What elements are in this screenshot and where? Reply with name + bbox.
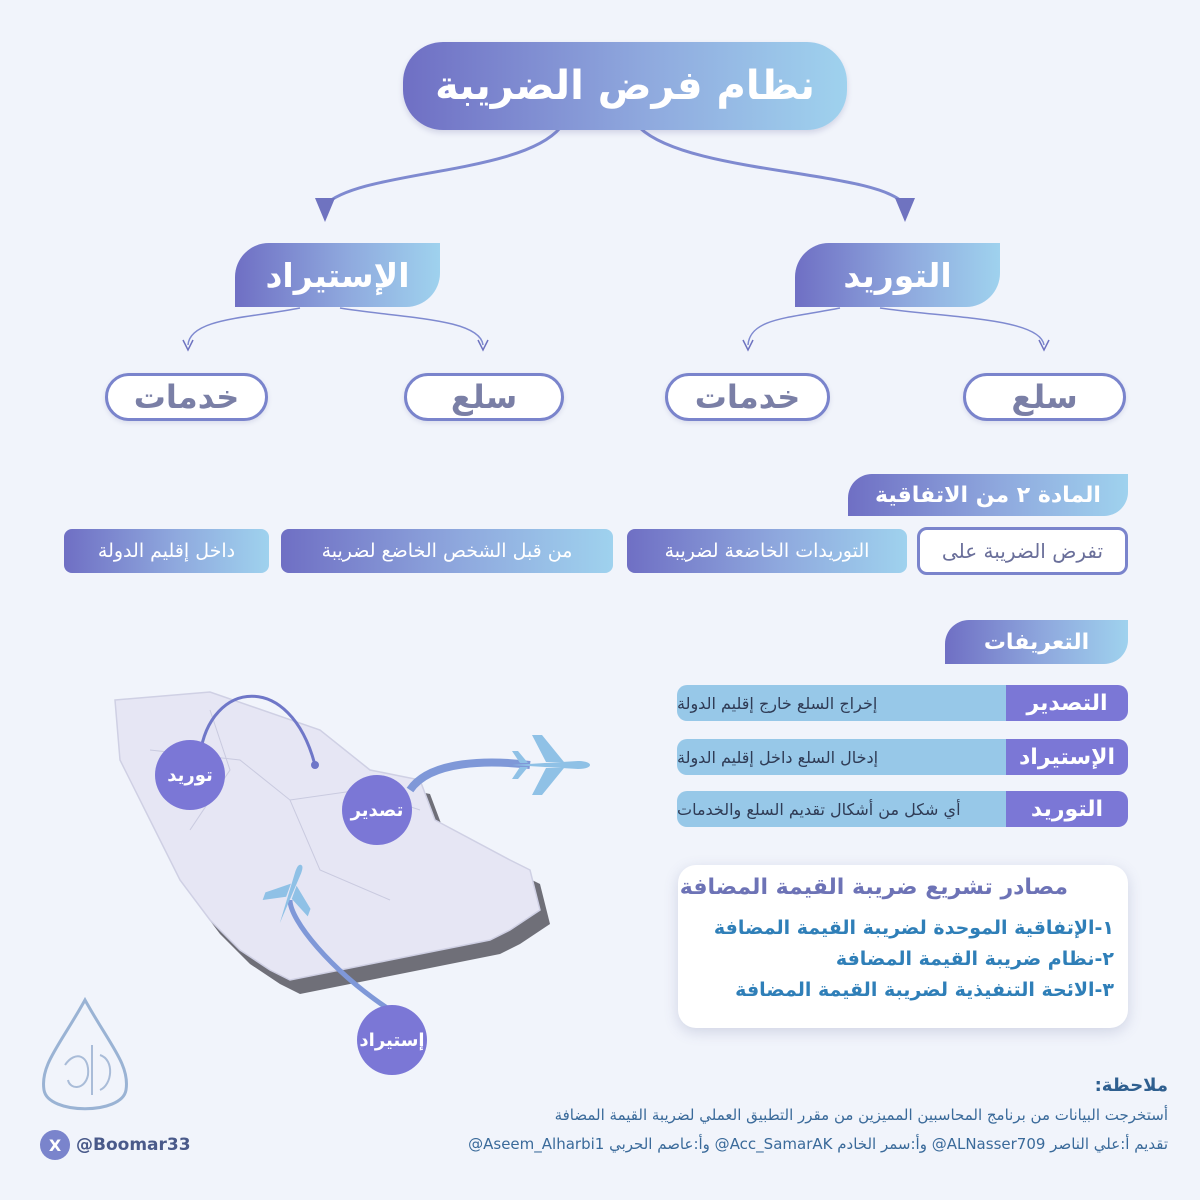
import-circle: [357, 1005, 427, 1075]
article-chip-1-text: تفرض الضريبة على: [941, 539, 1104, 563]
definition-term: التوريد: [1006, 791, 1128, 827]
social-handle[interactable]: [40, 1130, 191, 1160]
article-chip-3-text: من قبل الشخص الخاضع لضريبة: [321, 540, 573, 562]
source-item: ٢-نظام ضريبة القيمة المضافة: [835, 948, 1114, 970]
article-chip-3: [281, 529, 613, 573]
source-item: ١-الإتفاقية الموحدة لضريبة القيمة المضافة: [713, 917, 1114, 939]
note-title: ملاحظة:: [1094, 1075, 1168, 1096]
definition-row: [677, 685, 1128, 721]
definition-row: [677, 791, 1128, 827]
definitions-heading: [945, 620, 1128, 664]
definition-term: التصدير: [1006, 685, 1128, 721]
supply-services-pill: [665, 373, 830, 421]
supply-goods-label: سلع: [1011, 378, 1078, 416]
import-goods-label: سلع: [450, 378, 518, 416]
supply-circle-label: توريد: [167, 764, 213, 786]
branch-supply-label: التوريد: [843, 255, 952, 295]
export-circle: [342, 775, 412, 845]
export-route: [410, 763, 530, 790]
definition-text: إخراج السلع خارج إقليم الدولة: [677, 685, 1011, 721]
branch-supply: [795, 243, 1000, 307]
import-services-label: خدمات: [133, 378, 240, 416]
article-heading-text: المادة ٢ من الاتفاقية: [875, 482, 1101, 508]
import-goods-pill: [404, 373, 564, 421]
article-chip-4: [64, 529, 269, 573]
article-chip-1: [917, 527, 1128, 575]
branch-import: [235, 243, 440, 307]
map-land: [115, 692, 540, 980]
definition-term: الإستيراد: [1006, 739, 1128, 775]
supply-services-label: خدمات: [694, 378, 801, 416]
main-title-text: نظام فرض الضريبة: [435, 63, 815, 109]
definitions-heading-text: التعريفات: [983, 629, 1090, 655]
article-heading: [848, 474, 1128, 516]
x-icon: X: [40, 1130, 70, 1160]
definition-text: إدخال السلع داخل إقليم الدولة: [677, 739, 1011, 775]
note-line: أستخرجت البيانات من برنامج المحاسبين المميزين من مقرر التطبيق العملي لضريبة القيمة المضافة: [554, 1106, 1168, 1124]
calligraphy-logo: [30, 995, 140, 1125]
note-line: تقديم أ:علي الناصر ALNasser709@ وأ:سمر الخادم Acc_SamarAK@ وأ:عاصم الحربي Aseem_Alharbi1@: [468, 1135, 1168, 1153]
airplane-icon: [512, 735, 590, 795]
saudi-map-illustration: [90, 670, 610, 1100]
branch-import-label: الإستيراد: [265, 255, 410, 295]
import-services-pill: [105, 373, 268, 421]
source-item: ٣-الائحة التنفيذية لضريبة القيمة المضافة: [735, 979, 1114, 1001]
article-chip-2-text: التوريدات الخاضعة لضريبة: [664, 540, 870, 562]
export-circle-label: تصدير: [350, 799, 404, 821]
article-chip-2: [627, 529, 907, 573]
import-circle-label: إستيراد: [359, 1029, 425, 1051]
definition-row: [677, 739, 1128, 775]
sources-card: [678, 865, 1128, 1028]
supply-circle: [155, 740, 225, 810]
definition-text: أي شكل من أشكال تقديم السلع والخدمات: [677, 791, 1011, 827]
main-title: [403, 42, 847, 130]
social-handle-text: @Boomar33: [76, 1135, 191, 1155]
article-chip-4-text: داخل إقليم الدولة: [97, 540, 236, 562]
sources-title: مصادر تشريع ضريبة القيمة المضافة: [679, 875, 1068, 900]
supply-goods-pill: [963, 373, 1126, 421]
